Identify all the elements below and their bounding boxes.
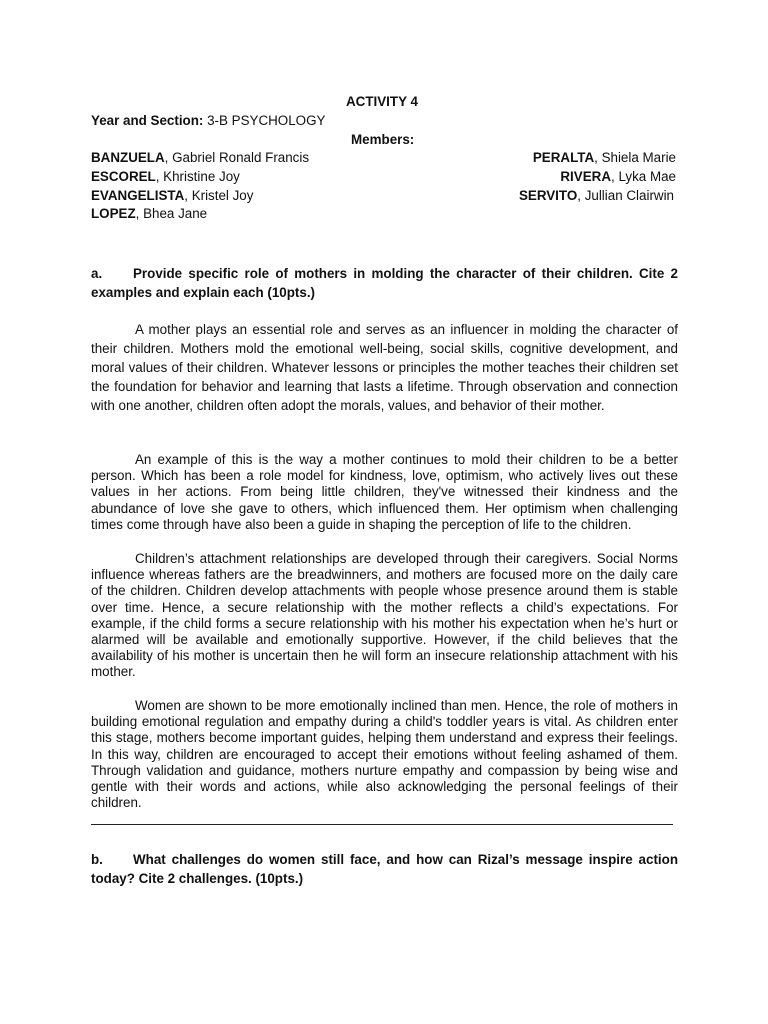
member-left-3: [91, 189, 253, 202]
section-divider: [91, 824, 673, 825]
member-surname: RIVERA: [560, 169, 611, 184]
member-right-3: [519, 189, 674, 202]
year-section: [91, 114, 325, 127]
member-surname: LOPEZ: [91, 206, 136, 221]
answer-paragraph-3: Children’s attachment relationships are developed through their caregivers. Social Norms influence whereas fathers are the breadwinners, and mothers are focused more on the daily care of the children. Children develop attachments with people whose presence around them is stable over time. Hence, a secure relationship with the mother reflects a child’s expectations. For example, if the child forms a secure relationship with his mother his expectation when he’s hurt or alarmed will be available and emotionally supportive. However, if the child believes that the availability of his mother is uncertain then he will form an insecure relationship attachment with his mother.: [91, 551, 678, 680]
member-surname: SERVITO: [518, 188, 578, 203]
question-letter: b.: [91, 852, 103, 867]
activity-title: ACTIVITY 4: [346, 94, 418, 109]
member-given-name: , Kristel Joy: [184, 188, 254, 203]
question-letter: a.: [91, 266, 103, 281]
member-surname: ESCOREL: [91, 169, 156, 184]
question-text: What challenges do women still face, and how can Rizal’s message inspire action today? Cite 2 challenges. (10pts.): [91, 852, 678, 886]
member-surname: EVANGELISTA: [91, 188, 185, 203]
answer-paragraph-1: A mother plays an essential role and serves as an influencer in molding the character of their children. Mothers mold the emotional well-being, social skills, cognitive development, and moral values of their children. Whatever lessons or principles the mother teaches their children set the foundation for behavior and learning that lasts a lifetime. Through observation and connection with one another, children often adopt the morals, values, and behavior of their mother.: [91, 322, 678, 413]
member-right-2: [560, 170, 676, 183]
question-a: [91, 264, 678, 302]
member-left-4: [91, 207, 207, 220]
answer-paragraph-2: An example of this is the way a mother continues to mold their children to be a better person. Which has been a role model for kindness, love, optimism, who actively lives out these values in her actions. From being little children, they've witnessed their kindness and the abundance of love she gave to others, which influenced them. Her optimism when challenging times come through have also been a guide in shaping the perception of life to the children.: [91, 452, 678, 532]
answer-paragraph-4: Women are shown to be more emotionally inclined than men. Hence, the role of mothers in building emotional regulation and empathy during a child's toddler years is vital. As children enter this stage, mothers become important guides, helping them understand and express their feelings. In this way, children are encouraged to accept their emotions without feeling ashamed of them. Through validation and guidance, mothers nurture empathy and compassion by being wise and gentle with their words and actions, while also acknowledging the personal feelings of their children.: [91, 698, 678, 811]
member-left-1: [91, 151, 309, 164]
member-given-name: , Khristine Joy: [155, 169, 240, 184]
member-left-2: [91, 170, 240, 183]
member-given-name: , Shiela Marie: [594, 150, 676, 165]
member-surname: PERALTA: [532, 150, 595, 165]
year-section-label: Year and Section:: [91, 113, 204, 128]
member-right-1: [533, 151, 676, 164]
question-b: [91, 850, 678, 888]
question-text: Provide specific role of mothers in molding the character of their children. Cite 2 examples and explain each (10pts.): [91, 266, 678, 300]
member-surname: BANZUELA: [91, 150, 165, 165]
year-section-value: 3-B PSYCHOLOGY: [203, 113, 326, 128]
member-given-name: , Gabriel Ronald Francis: [164, 150, 310, 165]
member-given-name: , Lyka Mae: [611, 169, 676, 184]
member-given-name: , Bhea Jane: [135, 206, 208, 221]
member-given-name: , Jullian Clairwin: [577, 188, 674, 203]
members-label: Members:: [351, 132, 415, 147]
